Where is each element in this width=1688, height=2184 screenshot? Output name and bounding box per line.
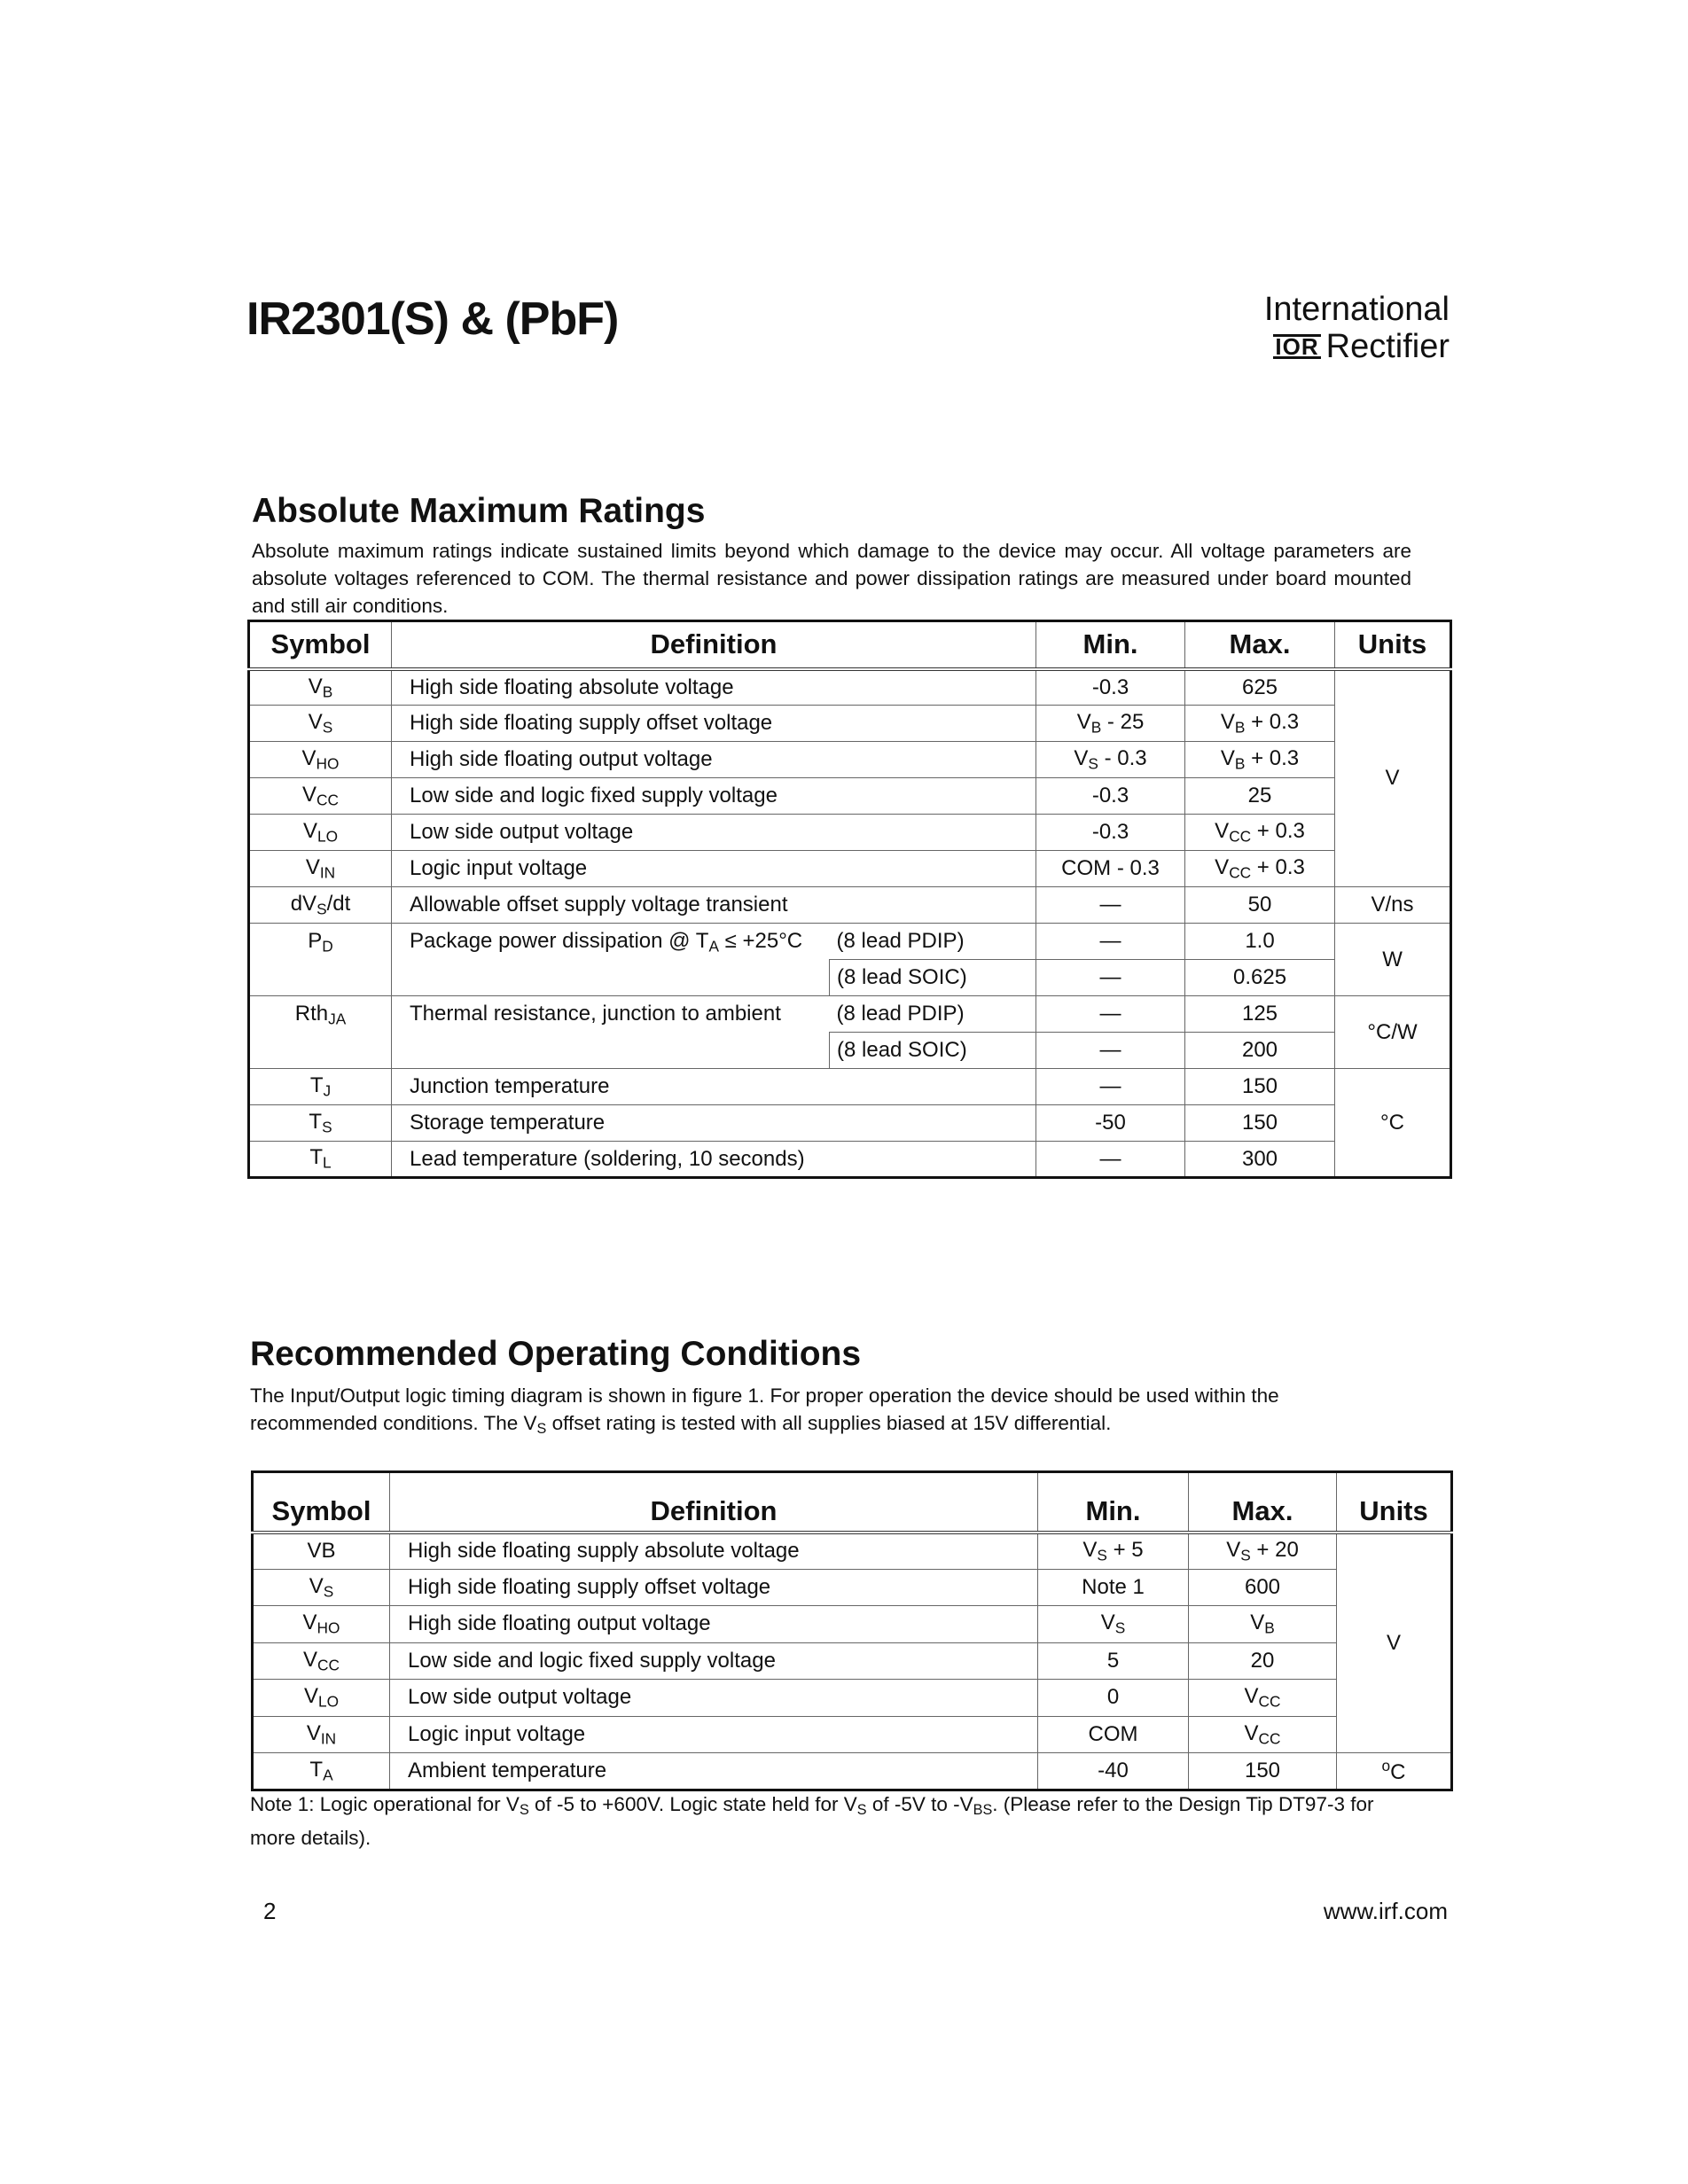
symbol-cell: $V_S$ — [249, 706, 392, 742]
table-row — [249, 1069, 1451, 1105]
symbol-cell: $V_{IN}$ — [253, 1716, 390, 1753]
min-cell: -50 — [1036, 1105, 1185, 1142]
table-row — [249, 778, 1451, 815]
package-cell: (8 lead SOIC) — [830, 960, 1036, 996]
max-cell: $V_{CC} + 0.3$ — [1185, 851, 1335, 887]
min-cell: — — [1036, 887, 1185, 924]
max-cell: $V_B + 0.3$ — [1185, 706, 1335, 742]
recommended-operating-conditions-table — [251, 1470, 1453, 1791]
max-cell: 300 — [1185, 1142, 1335, 1178]
symbol-cell: VB — [253, 1533, 390, 1570]
table-row — [253, 1533, 1452, 1570]
symbol-cell: $V_{CC}$ — [253, 1642, 390, 1680]
package-cell: (8 lead PDIP) — [830, 996, 1036, 1033]
definition-cell: Package power dissipation @ $T_A \le +25^\circ C$ — [392, 924, 830, 996]
section-description-roc: The Input/Output logic timing diagram is shown in figure 1. For proper operation the device should be used within the recommended conditions. The $V_S$ offset rating is tested with all supplies biased at 15V differential. — [250, 1384, 1279, 1438]
max-cell: 150 — [1185, 1069, 1335, 1105]
max-cell: 50 — [1185, 887, 1335, 924]
definition-cell: Allowable offset supply voltage transient — [392, 887, 1036, 924]
units-cell: °C/W — [1335, 996, 1451, 1069]
column-header: Min. — [1038, 1472, 1189, 1533]
min-cell: COM — [1038, 1716, 1189, 1753]
section-heading-roc: Recommended Operating Conditions — [250, 1335, 862, 1373]
min-cell: Note 1 — [1038, 1569, 1189, 1606]
max-cell: 1.0 — [1185, 924, 1335, 960]
definition-cell: Low side output voltage — [390, 1680, 1038, 1717]
page-number: 2 — [263, 1898, 277, 1924]
definition-cell: Low side and logic fixed supply voltage — [392, 778, 1036, 815]
ior-logo-icon: IOR — [1275, 333, 1319, 360]
symbol-cell: Rth$_{JA}$ — [249, 996, 392, 1069]
symbol-cell: $T_A$ — [253, 1753, 390, 1790]
max-cell: $V_{CC} + 0.3$ — [1185, 815, 1335, 851]
max-cell: $V_B$ — [1189, 1606, 1337, 1643]
symbol-cell: $dV_S/dt$ — [249, 887, 392, 924]
definition-cell: High side floating supply absolute voltage — [390, 1533, 1038, 1570]
max-cell: 625 — [1185, 669, 1335, 706]
max-cell: $V_B + 0.3$ — [1185, 742, 1335, 778]
absolute-maximum-ratings-table — [247, 620, 1452, 1179]
definition-cell: High side floating output voltage — [392, 742, 1036, 778]
table-row — [253, 1569, 1452, 1606]
table-row — [249, 996, 1451, 1033]
table-row — [249, 1105, 1451, 1142]
min-cell: $V_S + 5$ — [1038, 1533, 1189, 1570]
column-header: Max. — [1185, 621, 1335, 669]
brand-line-1: International — [1263, 291, 1450, 328]
column-header: Symbol — [253, 1472, 390, 1533]
table-row — [249, 887, 1451, 924]
table-header-row — [253, 1472, 1452, 1533]
max-cell: $V_{CC}$ — [1189, 1680, 1337, 1717]
units-cell: V/ns — [1335, 887, 1451, 924]
symbol-cell: $V_B$ — [249, 669, 392, 706]
symbol-cell: $V_S$ — [253, 1569, 390, 1606]
definition-cell: High side floating supply offset voltage — [390, 1569, 1038, 1606]
max-cell: 150 — [1189, 1753, 1337, 1790]
symbol-cell: $V_{HO}$ — [253, 1606, 390, 1643]
brand-logo — [1246, 291, 1450, 365]
symbol-cell: $P_D$ — [249, 924, 392, 996]
definition-cell: High side floating output voltage — [390, 1606, 1038, 1643]
table-row — [249, 815, 1451, 851]
column-header: Symbol — [249, 621, 392, 669]
table-row — [253, 1753, 1452, 1790]
min-cell: -0.3 — [1036, 815, 1185, 851]
definition-cell: Lead temperature (soldering, 10 seconds) — [392, 1142, 1036, 1178]
min-cell: — — [1036, 1142, 1185, 1178]
min-cell: 5 — [1038, 1642, 1189, 1680]
table-row — [249, 924, 1451, 960]
website-link[interactable]: www.irf.com — [1323, 1898, 1448, 1924]
min-cell: COM - 0.3 — [1036, 851, 1185, 887]
symbol-cell: $V_{IN}$ — [249, 851, 392, 887]
min-cell: 0 — [1038, 1680, 1189, 1717]
max-cell: 600 — [1189, 1569, 1337, 1606]
table-row — [249, 1142, 1451, 1178]
definition-cell: Low side output voltage — [392, 815, 1036, 851]
definition-cell: High side floating supply offset voltage — [392, 706, 1036, 742]
min-cell: — — [1036, 960, 1185, 996]
min-cell: — — [1036, 996, 1185, 1033]
max-cell: 0.625 — [1185, 960, 1335, 996]
min-cell: — — [1036, 924, 1185, 960]
table-row — [253, 1606, 1452, 1643]
max-cell: 20 — [1189, 1642, 1337, 1680]
package-cell: (8 lead PDIP) — [830, 924, 1036, 960]
min-cell: — — [1036, 1033, 1185, 1069]
max-cell: 150 — [1185, 1105, 1335, 1142]
column-header: Max. — [1189, 1472, 1337, 1533]
min-cell: -40 — [1038, 1753, 1189, 1790]
symbol-cell: $V_{HO}$ — [249, 742, 392, 778]
symbol-cell: $V_{LO}$ — [249, 815, 392, 851]
brand-line-2: Rectifier — [1325, 328, 1450, 365]
table-row — [249, 851, 1451, 887]
table-row — [253, 1716, 1452, 1753]
min-cell: -0.3 — [1036, 778, 1185, 815]
definition-cell: High side floating absolute voltage — [392, 669, 1036, 706]
definition-cell: Low side and logic fixed supply voltage — [390, 1642, 1038, 1680]
units-cell: $^o$C — [1337, 1753, 1452, 1790]
definition-cell: Thermal resistance, junction to ambient — [392, 996, 830, 1069]
column-header: Min. — [1036, 621, 1185, 669]
max-cell: 200 — [1185, 1033, 1335, 1069]
definition-cell: Ambient temperature — [390, 1753, 1038, 1790]
symbol-cell: $V_{LO}$ — [253, 1680, 390, 1717]
document-title: IR2301(S) & (PbF) — [246, 293, 619, 345]
table-row — [249, 706, 1451, 742]
symbol-cell: $V_{CC}$ — [249, 778, 392, 815]
units-cell: °C — [1335, 1069, 1451, 1178]
min-cell: $V_S$ — [1038, 1606, 1189, 1643]
symbol-cell: $T_J$ — [249, 1069, 392, 1105]
column-header: Units — [1337, 1472, 1452, 1533]
definition-cell: Logic input voltage — [390, 1716, 1038, 1753]
section-heading-amr: Absolute Maximum Ratings — [252, 492, 706, 530]
table-row — [249, 669, 1451, 706]
column-header: Units — [1335, 621, 1451, 669]
definition-cell: Junction temperature — [392, 1069, 1036, 1105]
definition-cell: Storage temperature — [392, 1105, 1036, 1142]
table-footnote: Note 1: Logic operational for $V_S$ of -5 to +600V. Logic state held for $V_S$ of -5V to $-V_{BS}$. (Please refer to the Design Tip DT97-3 for more details). — [250, 1793, 1374, 1850]
symbol-cell: $T_S$ — [249, 1105, 392, 1142]
definition-cell: Logic input voltage — [392, 851, 1036, 887]
table-row — [253, 1642, 1452, 1680]
section-description-amr: Absolute maximum ratings indicate sustained limits beyond which damage to the device may occur. All voltage parameters are absolute voltages referenced to COM. The thermal resistance and power dissipation ratings are measured under board mounted and still air conditions. — [252, 540, 1411, 617]
units-cell: V — [1337, 1533, 1452, 1753]
max-cell: $V_{CC}$ — [1189, 1716, 1337, 1753]
table-row — [249, 742, 1451, 778]
symbol-cell: $T_L$ — [249, 1142, 392, 1178]
max-cell: 25 — [1185, 778, 1335, 815]
column-header: Definition — [390, 1472, 1038, 1533]
max-cell: $V_S + 20$ — [1189, 1533, 1337, 1570]
table-row — [253, 1680, 1452, 1717]
package-cell: (8 lead SOIC) — [830, 1033, 1036, 1069]
table-header-row — [249, 621, 1451, 669]
max-cell: 125 — [1185, 996, 1335, 1033]
units-cell: W — [1335, 924, 1451, 996]
min-cell: -0.3 — [1036, 669, 1185, 706]
min-cell: $V_B - 25$ — [1036, 706, 1185, 742]
units-cell: V — [1335, 669, 1451, 887]
column-header: Definition — [392, 621, 1036, 669]
min-cell: — — [1036, 1069, 1185, 1105]
min-cell: $V_S - 0.3$ — [1036, 742, 1185, 778]
